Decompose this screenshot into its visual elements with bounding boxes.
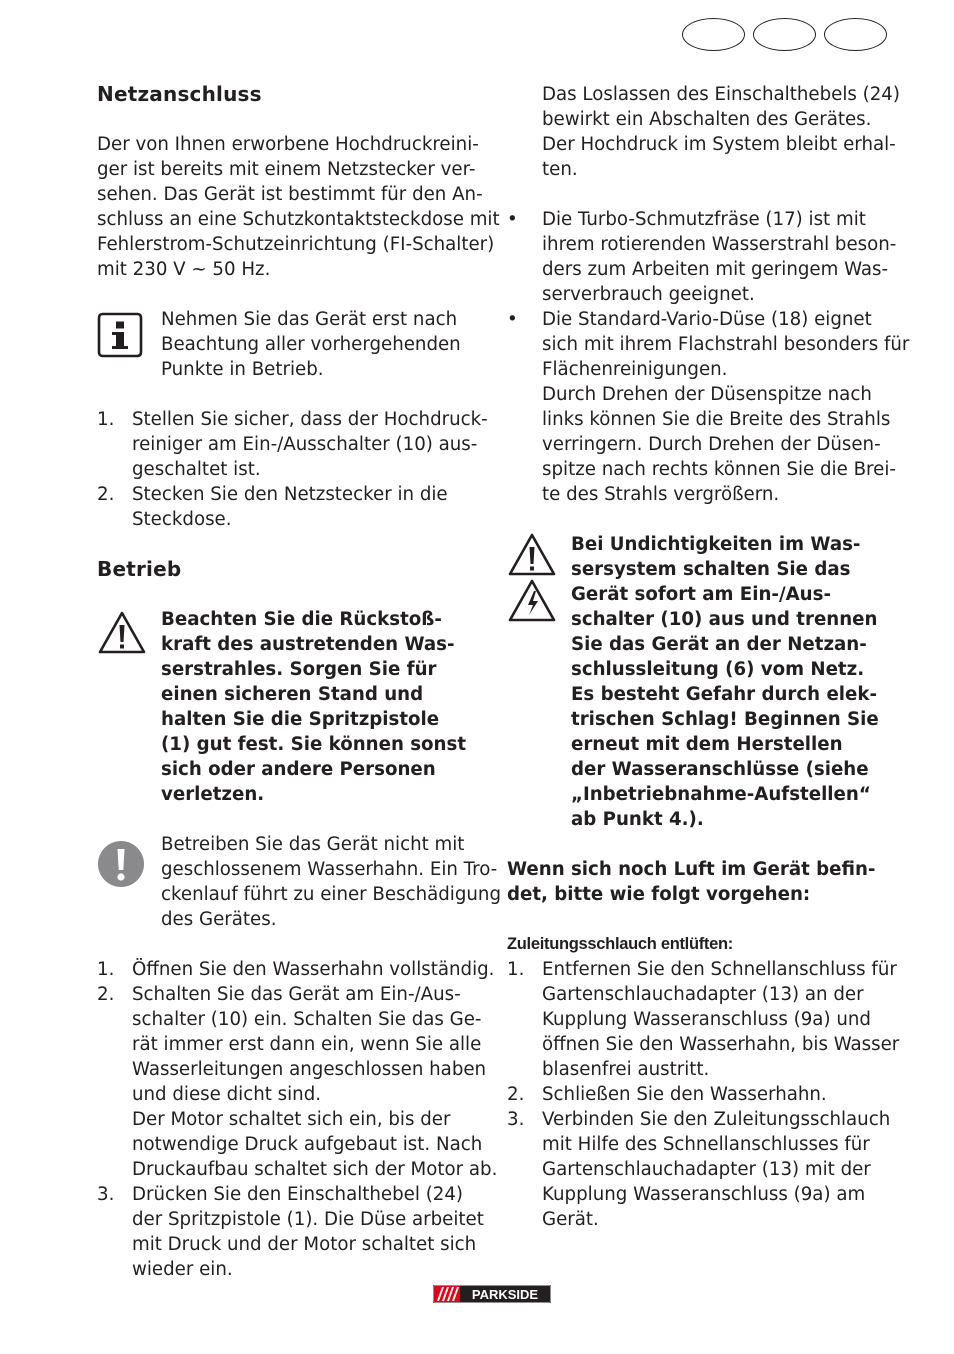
text-line: Sie das Gerät an der Netzan- xyxy=(571,634,867,655)
text-line: serstrahles. Sorgen Sie für xyxy=(161,659,437,680)
info-icon xyxy=(97,312,143,365)
text-line: Schließen Sie den Wasserhahn. xyxy=(542,1084,827,1105)
text-line: erneut mit dem Herstellen xyxy=(571,734,843,755)
text-line: Kupplung Wasseranschluss (9a) am xyxy=(542,1184,866,1205)
text-line: Bei Undichtigkeiten im Was- xyxy=(571,534,861,555)
bullet-marker: • xyxy=(507,209,518,230)
list-number: 3. xyxy=(97,1184,115,1205)
language-oval-2 xyxy=(753,18,816,51)
betrieb-heading: Betrieb xyxy=(97,557,182,581)
text-line: Der Motor schaltet sich ein, bis der xyxy=(132,1109,451,1130)
text-line: einen sicheren Stand und xyxy=(161,684,424,705)
list-number: 1. xyxy=(97,409,115,430)
text-line: Schalten Sie das Gerät am Ein-/Aus- xyxy=(132,984,461,1005)
text-line: Das Loslassen des Einschalthebels (24) xyxy=(542,84,900,105)
warning-triangle-icon xyxy=(97,610,147,663)
text-line: wieder ein. xyxy=(132,1259,233,1280)
text-line: Die Standard-Vario-Düse (18) eignet xyxy=(542,309,872,330)
electric-hazard-icon xyxy=(507,578,557,631)
text-line: Gartenschlauchadapter (13) mit der xyxy=(542,1159,871,1180)
text-line: der Spritzpistole (1). Die Düse arbeitet xyxy=(132,1209,484,1230)
text-line: ihrem rotierenden Wasserstrahl beson- xyxy=(542,234,897,255)
text-line: serverbrauch geeignet. xyxy=(542,284,755,305)
text-line: schalter (10) ein. Schalten Sie das Ge- xyxy=(132,1009,482,1030)
text-line: Fehlerstrom-Schutzeinrichtung (FI-Schalter) xyxy=(97,234,495,255)
bullet-marker: • xyxy=(507,309,518,330)
text-line: Druckaufbau schaltet sich der Motor ab. xyxy=(132,1159,498,1180)
text-line: der Wasseranschlüsse (siehe xyxy=(571,759,869,780)
text-line: Der von Ihnen erworbene Hochdruckreini- xyxy=(97,134,479,155)
list-number: 2. xyxy=(507,1084,525,1105)
text-line: Beachten Sie die Rückstoß- xyxy=(161,609,442,630)
text-line: mit Hilfe des Schnellanschlusses für xyxy=(542,1134,870,1155)
exclamation-circle-icon xyxy=(97,840,145,895)
text-line: verringern. Durch Drehen der Düsen- xyxy=(542,434,881,455)
text-line: ger ist bereits mit einem Netzstecker ver- xyxy=(97,159,476,180)
text-line: Verbinden Sie den Zuleitungsschlauch xyxy=(542,1109,891,1130)
text-line: rät immer erst dann ein, wenn Sie alle xyxy=(132,1034,482,1055)
text-line: Flächenreinigungen. xyxy=(542,359,728,380)
list-number: 1. xyxy=(97,959,115,980)
text-line: Öffnen Sie den Wasserhahn vollständig. xyxy=(132,959,495,980)
logo-text: PARKSIDE xyxy=(471,1287,539,1302)
text-line: geschlossenem Wasserhahn. Ein Tro- xyxy=(161,859,498,880)
text-line: halten Sie die Spritzpistole xyxy=(161,709,440,730)
text-line: Nehmen Sie das Gerät erst nach xyxy=(161,309,458,330)
netzanschluss-heading: Netzanschluss xyxy=(97,82,262,106)
text-line: Kupplung Wasseranschluss (9a) und xyxy=(542,1009,871,1030)
text-line: kraft des austretenden Was- xyxy=(161,634,455,655)
text-line: Entfernen Sie den Schnellanschluss für xyxy=(542,959,897,980)
text-line: ders zum Arbeiten mit geringem Was- xyxy=(542,259,889,280)
text-line: Punkte in Betrieb. xyxy=(161,359,324,380)
text-line: Durch Drehen der Düsenspitze nach xyxy=(542,384,872,405)
text-line: öffnen Sie den Wasserhahn, bis Wasser xyxy=(542,1034,900,1055)
text-line: Gerät sofort am Ein-/Aus- xyxy=(571,584,832,605)
language-oval-3 xyxy=(824,18,887,51)
text-line: sersystem schalten Sie das xyxy=(571,559,851,580)
text-line: Es besteht Gefahr durch elek- xyxy=(571,684,878,705)
subheading: Zuleitungsschlauch entlüften: xyxy=(507,935,733,953)
text-line: trischen Schlag! Beginnen Sie xyxy=(571,709,879,730)
text-line: Stellen Sie sicher, dass der Hochdruck- xyxy=(132,409,488,430)
text-line: des Gerätes. xyxy=(161,909,277,930)
text-line: sich mit ihrem Flachstrahl besonders für xyxy=(542,334,910,355)
text-line: sich oder andere Personen xyxy=(161,759,436,780)
text-line: schluss an eine Schutzkontaktsteckdose mit xyxy=(97,209,500,230)
text-line: reiniger am Ein-/Ausschalter (10) aus- xyxy=(132,434,478,455)
text-line: Die Turbo-Schmutzfräse (17) ist mit xyxy=(542,209,866,230)
text-line: schalter (10) aus und trennen xyxy=(571,609,878,630)
netzanschluss-paragraph xyxy=(97,132,500,282)
text-line: ckenlauf führt zu einer Beschädigung xyxy=(161,884,501,905)
text-line: te des Strahls vergrößern. xyxy=(542,484,780,505)
parkside-logo xyxy=(433,1285,551,1303)
text-line: ten. xyxy=(542,159,578,180)
text-line: det, bitte wie folgt vorgehen: xyxy=(507,884,811,905)
text-line: notwendige Druck aufgebaut ist. Nach xyxy=(132,1134,483,1155)
text-line: links können Sie die Breite des Strahls xyxy=(542,409,891,430)
text-line: Der Hochdruck im System bleibt erhal- xyxy=(542,134,896,155)
text-line: Wenn sich noch Luft im Gerät befin- xyxy=(507,859,876,880)
language-oval-1 xyxy=(682,18,745,51)
text-line: Stecken Sie den Netzstecker in die xyxy=(132,484,448,505)
text-line: geschaltet ist. xyxy=(132,459,261,480)
recoil-warning xyxy=(97,607,487,807)
text-line: Gerät. xyxy=(542,1209,599,1230)
text-line: sehen. Das Gerät ist bestimmt für den An- xyxy=(97,184,483,205)
text-line: Gartenschlauchadapter (13) an der xyxy=(542,984,864,1005)
air-venting-intro xyxy=(507,857,899,907)
text-line: bewirkt ein Abschalten des Gerätes. xyxy=(542,109,872,130)
list-number: 1. xyxy=(507,959,525,980)
electric-shock-warning xyxy=(507,532,899,832)
text-line: schlussleitung (6) vom Netz. xyxy=(571,659,865,680)
text-line: Steckdose. xyxy=(132,509,232,530)
list-number: 2. xyxy=(97,484,115,505)
text-line: verletzen. xyxy=(161,784,265,805)
text-line: und diese dicht sind. xyxy=(132,1084,322,1105)
text-line: blasenfrei austritt. xyxy=(542,1059,710,1080)
text-line: Drücken Sie den Einschalthebel (24) xyxy=(132,1184,464,1205)
text-line: (1) gut fest. Sie können sonst xyxy=(161,734,467,755)
text-line: ab Punkt 4.). xyxy=(571,809,704,830)
text-line: spitze nach rechts können Sie die Brei- xyxy=(542,459,896,480)
continuation-paragraph xyxy=(542,82,899,182)
text-line: mit 230 V ~ 50 Hz. xyxy=(97,259,271,280)
list-number: 3. xyxy=(507,1109,525,1130)
text-line: Wasserleitungen angeschlossen haben xyxy=(132,1059,487,1080)
text-line: mit Druck und der Motor schaltet sich xyxy=(132,1234,477,1255)
text-line: „Inbetriebnahme-Aufstellen“ xyxy=(571,784,871,805)
list-number: 2. xyxy=(97,984,115,1005)
text-line: Beachtung aller vorhergehenden xyxy=(161,334,461,355)
info-note xyxy=(97,307,487,387)
caution-note xyxy=(97,832,501,932)
text-line: Betreiben Sie das Gerät nicht mit xyxy=(161,834,465,855)
